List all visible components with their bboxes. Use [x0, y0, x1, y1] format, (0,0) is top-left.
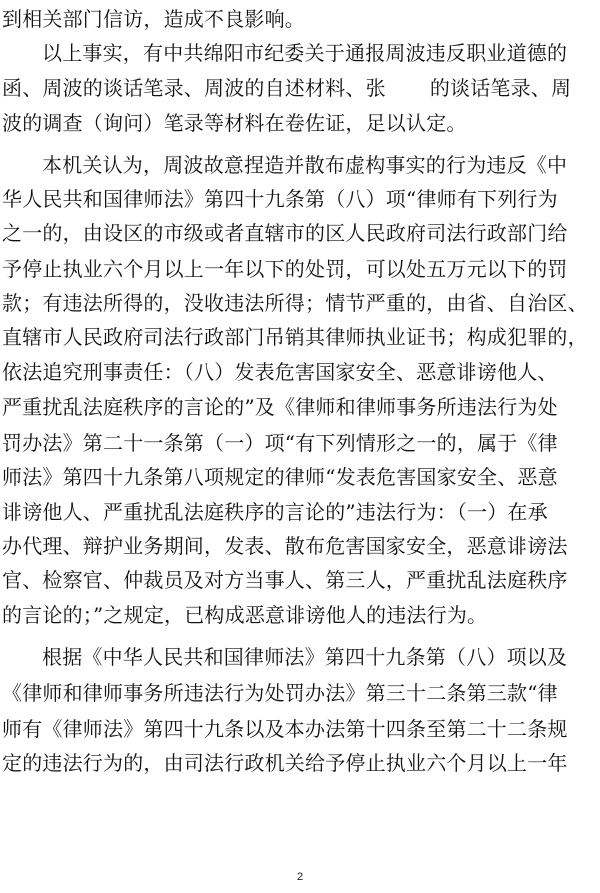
text-line: 函、周波的谈话笔录、周波的自述材料、张 的谈话笔录、周: [2, 76, 572, 100]
text-line: 到相关部门信访，造成不良影响。: [2, 7, 305, 31]
text-line: 直辖市人民政府司法行政部门吊销其律师执业证书；构成犯罪的，: [2, 325, 588, 349]
text-line: 予停止执业六个月以上一年以下的处罚，可以处五万元以下的罚: [2, 257, 568, 281]
page-number: 2: [296, 871, 304, 883]
text-line: 款；有违法所得的，没收违法所得；情节严重的，由省、自治区、: [2, 291, 588, 315]
text-line: 诽谤他人、严重扰乱法庭秩序的言论的”违法行为：（一）在承: [2, 500, 548, 524]
text-line: 之一的，由设区的市级或者直辖市的区人民政府司法行政部门给: [2, 221, 568, 245]
text-line: 根据《中华人民共和国律师法》第四十九条第（八）项以及: [42, 645, 568, 669]
text-line: 《律师和律师事务所违法行为处罚办法》第三十二条第三款“律: [2, 681, 558, 705]
text-line: 的言论的；”之规定，已构成恶意诽谤他人的违法行为。: [2, 603, 488, 627]
text-line: 办代理、辩护业务期间，发表、散布危害国家安全，恶意诽谤法: [2, 534, 568, 558]
text-line: 罚办法》第二十一条第（一）项“有下列情形之一的，属于《律: [2, 431, 558, 455]
text-line: 师有《律师法》第四十九条以及本办法第十四条至第二十二条规: [2, 717, 568, 741]
text-line: 定的违法行为的，由司法行政机关给予停止执业六个月以上一年: [2, 751, 568, 775]
text-line: 华人民共和国律师法》第四十九条第（八）项“律师有下列行为: [2, 187, 558, 211]
text-line: 严重扰乱法庭秩序的言论的”及《律师和律师事务所违法行为处: [2, 395, 558, 419]
text-line: 本机关认为，周波故意捏造并散布虚构事实的行为违反《中: [42, 153, 568, 177]
text-line: 依法追究刑事责任：（八）发表危害国家安全、恶意诽谤他人、: [2, 360, 558, 384]
text-line: 波的调查（询问）笔录等材料在卷佐证，足以认定。: [2, 111, 467, 135]
text-line: 以上事实，有中共绵阳市纪委关于通报周波违反职业道德的: [42, 41, 568, 65]
text-line: 师法》第四十九条第八项规定的律师“发表危害国家安全、恶意: [2, 465, 558, 489]
redacted-name: [386, 75, 430, 99]
text-line: 官、检察官、仲裁员及对方当事人、第三人，严重扰乱法庭秩序: [2, 568, 568, 592]
